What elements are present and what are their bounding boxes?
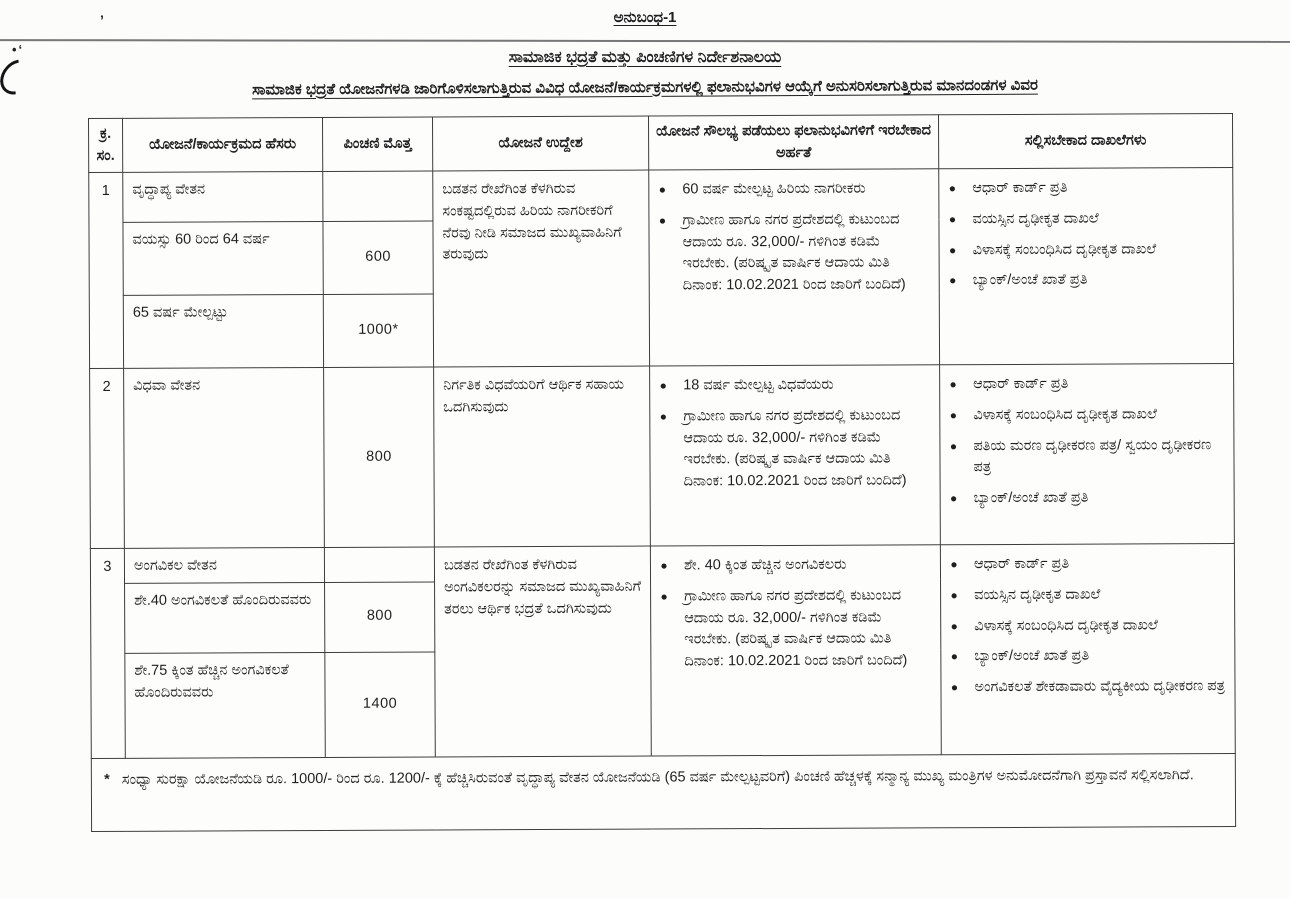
bullet-item: [657, 554, 932, 577]
bullet-text: ಶೇ. 40 ಕ್ಕಿಂತ ಹೆಚ್ಚಿನ ಅಂಗವಿಕಲರು: [683, 556, 847, 574]
header-pension-amount: ಪಿಂಚಣಿ ಮೊತ್ತ: [322, 117, 432, 171]
bullet-item: [947, 676, 1226, 699]
annexure-label: ಅನುಬಂಧ-1: [613, 9, 677, 26]
bullet-item: [945, 208, 1224, 231]
objective-cell: ಬಡತನ ರೇಖೆಗಿಂತ ಕೆಳಗಿರುವ ಅಂಗವಿಕಲರನ್ನು ಸಮಾಜದ ಮುಖ್ಯವಾಹಿನಿಗೆ ತರಲು ಆರ್ಥಿಕ ಭದ್ರತೆ ಒದಗಿಸುವುದು: [434, 546, 651, 757]
bullet-text: ವಿಳಾಸಕ್ಕೆ ಸಂಬಂಧಿಸಿದ ದೃಢೀಕೃತ ದಾಖಲೆ: [972, 240, 1157, 258]
bullet-item: [657, 585, 932, 673]
bullet-text: ಆಧಾರ್ ಕಾರ್ಡ್ ಪ್ರತಿ: [972, 179, 1068, 197]
bullet-item: [656, 374, 931, 397]
footnote-row: [91, 753, 1235, 831]
bullet-icon: ●: [659, 378, 667, 393]
bullet-icon: ●: [950, 618, 958, 633]
bullet-icon: ●: [949, 438, 958, 453]
amount-cell: [324, 547, 434, 582]
asterisk-marker: *: [104, 771, 110, 788]
bullet-icon: ●: [950, 680, 959, 695]
bullet-text: ಅಂಗವಿಕಲತೆ ಶೇಕಡಾವಾರು ವೈದ್ಯಕೀಯ ದೃಢೀಕರಣ ಪತ್ರ: [974, 678, 1225, 696]
schemes-table: [88, 113, 1236, 832]
objective-cell: ನಿರ್ಗತಿಕ ವಿಧವೆಯರಿಗೆ ಆರ್ಥಿಕ ಸಹಾಯ ಒದಗಿಸುವುದು: [434, 366, 651, 547]
bullet-icon: ●: [948, 211, 957, 226]
scan-artifact: •‘: [12, 42, 25, 57]
bullet-item: [655, 178, 930, 201]
bullet-text: ಆಧಾರ್ ಕಾರ್ಡ್ ಪ್ರತಿ: [973, 375, 1069, 393]
bullet-text: ವಿಳಾಸಕ್ಕೆ ಸಂಬಂಧಿಸಿದ ದೃಢೀಕೃತ ದಾಖಲೆ: [974, 616, 1158, 634]
bullet-text: ಬ್ಯಾಂಕ್/ಅಂಚೆ ಖಾತೆ ಪ್ರತಿ: [973, 489, 1089, 507]
bullet-item: [656, 405, 931, 493]
objective-cell: ಬಡತನ ರೇಖೆಗಿಂತ ಕೆಳಗಿರುವ ಸಂಕಷ್ಟದಲ್ಲಿರುವ ಹಿರಿಯ ನಾಗರೀಕರಿಗೆ ನೆರವು ನೀಡಿ ಸಮಾಜದ ಮುಖ್ಯವಾಹಿನಿಗೆ ತರುವುದು: [433, 170, 650, 367]
bullet-item: [946, 435, 1225, 480]
header-sl-no: ಕ್ರ. ಸಂ.: [89, 118, 123, 172]
scheme-name-cell: ಅಂಗವಿಕಲ ವೇತನ: [124, 547, 324, 583]
bullet-icon: ●: [949, 273, 957, 288]
bullet-icon: ●: [950, 491, 958, 506]
bullet-item: [947, 645, 1226, 668]
amount-cell: 600: [323, 221, 433, 294]
bullet-icon: ●: [950, 587, 958, 602]
scheme-name-cell: ವೃದ್ಧಾಪ್ಯ ವೇತನ: [123, 171, 323, 222]
amount-cell: 1400: [325, 652, 435, 757]
bullet-icon: ●: [658, 213, 667, 228]
bullet-item: [946, 404, 1225, 427]
documents-cell: [939, 168, 1234, 365]
bullet-icon: ●: [950, 557, 958, 572]
scan-artifact: ’: [100, 12, 104, 28]
eligibility-cell: [650, 545, 941, 756]
bullet-icon: ●: [949, 407, 957, 422]
bullet-item: [945, 177, 1224, 200]
page-subtitle: ಸಾಮಾಜಿಕ ಭದ್ರತೆ ಯೋಜನೆಗಳಡಿ ಜಾರಿಗೊಳಿಸಲಾಗುತ್ತಿರುವ ವಿವಿಧ ಯೋಜನೆ/ಕಾರ್ಯಕ್ರಮಗಳಲ್ಲಿ ಫಲಾನುಭವಿಗಳ ಆಯ್ಕೆಗೆ ಅನುಸರಿಸಲಾಗುತ್ತಿರುವ ಮಾನದಂಡಗಳ ವಿವರ: [252, 76, 1038, 99]
bullet-item: [947, 487, 1226, 510]
bullet-icon: ●: [949, 377, 957, 392]
bullet-icon: ●: [948, 181, 956, 196]
sub-category-cell: ವಯಸ್ಸು 60 ರಿಂದ 64 ವರ್ಷ: [123, 221, 323, 295]
header-objective: ಯೋಜನೆ ಉದ್ದೇಶ: [432, 116, 648, 171]
sl-no-cell: 3: [90, 548, 125, 758]
page-title: ಸಾಮಾಜಿಕ ಭದ್ರತೆ ಮತ್ತು ಪಿಂಚಣಿಗಳ ನಿರ್ದೇಶನಾಲಯ: [508, 49, 782, 66]
amount-cell: 800: [324, 367, 435, 547]
bullet-item: [947, 553, 1226, 576]
amount-cell: [323, 171, 433, 221]
bullet-text: ವಯಸ್ಸಿನ ದೃಢೀಕೃತ ದಾಖಲೆ: [972, 210, 1099, 227]
bullet-text: ಬ್ಯಾಂಕ್/ಅಂಚೆ ಖಾತೆ ಪ್ರತಿ: [972, 271, 1088, 289]
sub-category-cell: 65 ವರ್ಷ ಮೇಲ್ಪಟ್ಟು: [123, 294, 323, 368]
documents-cell: [940, 544, 1235, 755]
bullet-text: 18 ವರ್ಷ ಮೇಲ್ಪಟ್ಟ ವಿಧವೆಯರು: [683, 376, 834, 394]
header-eligibility: ಯೋಜನೆ ಸೌಲಭ್ಯ ಪಡೆಯಲು ಫಲಾನುಭವಿಗಳಿಗೆ ಇರಬೇಕಾದ ಅರ್ಹತೆ: [648, 115, 938, 170]
table-row: [89, 168, 1233, 223]
sub-category-cell: ಶೇ.40 ಅಂಗವಿಕಲತೆ ಹೊಂದಿರುವವರು: [125, 582, 325, 653]
sl-no-cell: 2: [90, 368, 125, 548]
sub-category-cell: ಶೇ.75 ಕ್ಕಿಂತ ಹೆಚ್ಚಿನ ಅಂಗವಿಕಲತೆ ಹೊಂದಿರುವವರು: [125, 652, 325, 758]
bullet-icon: ●: [660, 558, 668, 573]
bullet-item: [946, 373, 1225, 396]
bullet-text: ಗ್ರಾಮೀಣ ಹಾಗೂ ನಗರ ಪ್ರದೇಶದಲ್ಲಿ ಕುಟುಂಬದ ಆದಾಯ ರೂ. 32,000/- ಗಳಿಗಿಂತ ಕಡಿಮೆ ಇರಬೇಕು. (ಪರಿಷ್ಕೃತ ವಾರ್ಷಿಕ ಆದಾಯ ಮಿತಿ ದಿನಾಂಕ: 10.02.2021 ರಿಂದ ಜಾರಿಗೆ ಬಂದಿದೆ): [682, 211, 906, 294]
bullet-icon: ●: [659, 409, 667, 424]
footnote-text: ಸಂಧ್ಯಾ ಸುರಕ್ಷಾ ಯೋಜನೆಯಡಿ ರೂ. 1000/- ರಿಂದ ರೂ. 1200/- ಕ್ಕೆ ಹೆಚ್ಚಿಸಿರುವಂತೆ ವೃದ್ಧಾಪ್ಯ ವೇತನ ಯೋಜನೆಯಡಿ (65 ವರ್ಷ ಮೇಲ್ಪಟ್ಟವರಿಗೆ) ಪಿಂಚಣಿ ಹೆಚ್ಚಳಕ್ಕೆ ಸನ್ಮಾನ್ಯ ಮುಖ್ಯ ಮಂತ್ರಿಗಳ ಅನುಮೋದನೆಗಾಗಿ ಪ್ರಸ್ತಾವನೆ ಸಲ್ಲಿಸಲಾಗಿದೆ.: [121, 766, 1194, 788]
eligibility-cell: [650, 365, 941, 546]
table-row: [90, 544, 1234, 584]
header-scheme-name: ಯೋಜನೆ/ಕಾರ್ಯಕ್ರಮದ ಹೆಸರು: [123, 117, 323, 172]
bullet-item: [655, 209, 930, 297]
bullet-item: [947, 584, 1226, 607]
bullet-item: [946, 269, 1225, 292]
table-header-row: [89, 114, 1233, 173]
sl-no-cell: 1: [89, 172, 124, 368]
bullet-text: ಆಧಾರ್ ಕಾರ್ಡ್ ಪ್ರತಿ: [973, 555, 1070, 573]
amount-cell: 800: [325, 582, 435, 652]
bullet-icon: ●: [658, 182, 666, 197]
bullet-text: ವಯಸ್ಸಿನ ದೃಢೀಕೃತ ದಾಖಲೆ: [974, 586, 1101, 603]
bullet-text: ಬ್ಯಾಂಕ್/ಅಂಚೆ ಖಾತೆ ಪ್ರತಿ: [974, 647, 1090, 665]
bullet-item: [946, 239, 1225, 262]
bullet-text: 60 ವರ್ಷ ಮೇಲ್ಪಟ್ಟ ಹಿರಿಯ ನಾಗರೀಕರು: [682, 180, 866, 198]
documents-cell: [940, 364, 1235, 545]
bullet-icon: ●: [950, 649, 959, 664]
bullet-text: ಪತಿಯ ಮರಣ ದೃಢೀಕರಣ ಪತ್ರ/ ಸ್ವಯಂ ದೃಢೀಕರಣ ಪತ್ರ: [973, 436, 1212, 476]
eligibility-cell: [649, 169, 940, 366]
bullet-text: ಗ್ರಾಮೀಣ ಹಾಗೂ ನಗರ ಪ್ರದೇಶದಲ್ಲಿ ಕುಟುಂಬದ ಆದಾಯ ರೂ. 32,000/- ಗಳಿಗಿಂತ ಕಡಿಮೆ ಇರಬೇಕು. (ಪರಿಷ್ಕೃತ ವಾರ್ಷಿಕ ಆದಾಯ ಮಿತಿ ದಿನಾಂಕ: 10.02.2021 ರಿಂದ ಜಾರಿಗೆ ಬಂದಿದೆ): [684, 587, 908, 670]
bullet-text: ಗ್ರಾಮೀಣ ಹಾಗೂ ನಗರ ಪ್ರದೇಶದಲ್ಲಿ ಕುಟುಂಬದ ಆದಾಯ ರೂ. 32,000/- ಗಳಿಗಿಂತ ಕಡಿಮೆ ಇರಬೇಕು. (ಪರಿಷ್ಕೃತ ವಾರ್ಷಿಕ ಆದಾಯ ಮಿತಿ ದಿನಾಂಕ: 10.02.2021 ರಿಂದ ಜಾರಿಗೆ ಬಂದಿದೆ): [683, 407, 907, 490]
table-row: [90, 364, 1235, 549]
bullet-item: [947, 615, 1226, 638]
bullet-icon: ●: [948, 242, 957, 257]
horizontal-rule: [0, 39, 1290, 43]
bullet-text: ವಿಳಾಸಕ್ಕೆ ಸಂಬಂಧಿಸಿದ ದೃಢೀಕೃತ ದಾಖಲೆ: [973, 406, 1157, 423]
amount-cell: 1000*: [323, 294, 433, 367]
scheme-name-cell: ವಿಧವಾ ವೇತನ: [124, 367, 325, 548]
header-documents: ಸಲ್ಲಿಸಬೇಕಾದ ದಾಖಲೆಗಳು: [938, 114, 1232, 169]
footnote-cell: [91, 753, 1235, 831]
bullet-icon: ●: [660, 589, 668, 604]
